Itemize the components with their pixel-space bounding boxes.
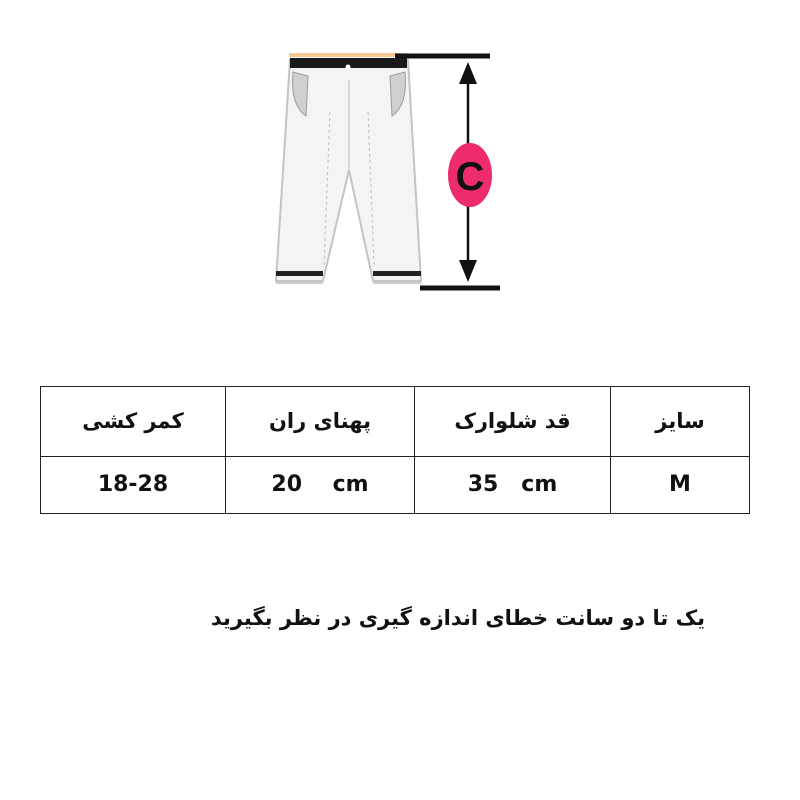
arrow-down-icon: [459, 260, 477, 282]
header-thigh: پهنای ران: [226, 387, 415, 457]
cell-thigh: 20 cm: [226, 456, 415, 513]
shorts-illustration: [276, 53, 421, 283]
cell-waist: 18-28: [41, 456, 226, 513]
table-row: [41, 456, 750, 513]
header-waist: کمر کشی: [41, 387, 226, 457]
button-icon: [346, 65, 351, 70]
left-cuff: [276, 271, 323, 276]
right-cuff: [373, 271, 421, 276]
measurement-note: یک تا دو سانت خطای اندازه گیری در نظر بگیرید: [210, 606, 705, 630]
arrow-up-icon: [459, 62, 477, 84]
waistband-edge: [289, 53, 407, 57]
header-length: قد شلوارک: [415, 387, 611, 457]
measure-label: C: [455, 155, 485, 199]
shorts-measurement-diagram: [0, 0, 800, 340]
cell-length: 35 cm: [415, 456, 611, 513]
cell-size: M: [611, 456, 750, 513]
table-header-row: [41, 387, 750, 457]
size-table: [40, 386, 750, 514]
header-size: سایز: [611, 387, 750, 457]
